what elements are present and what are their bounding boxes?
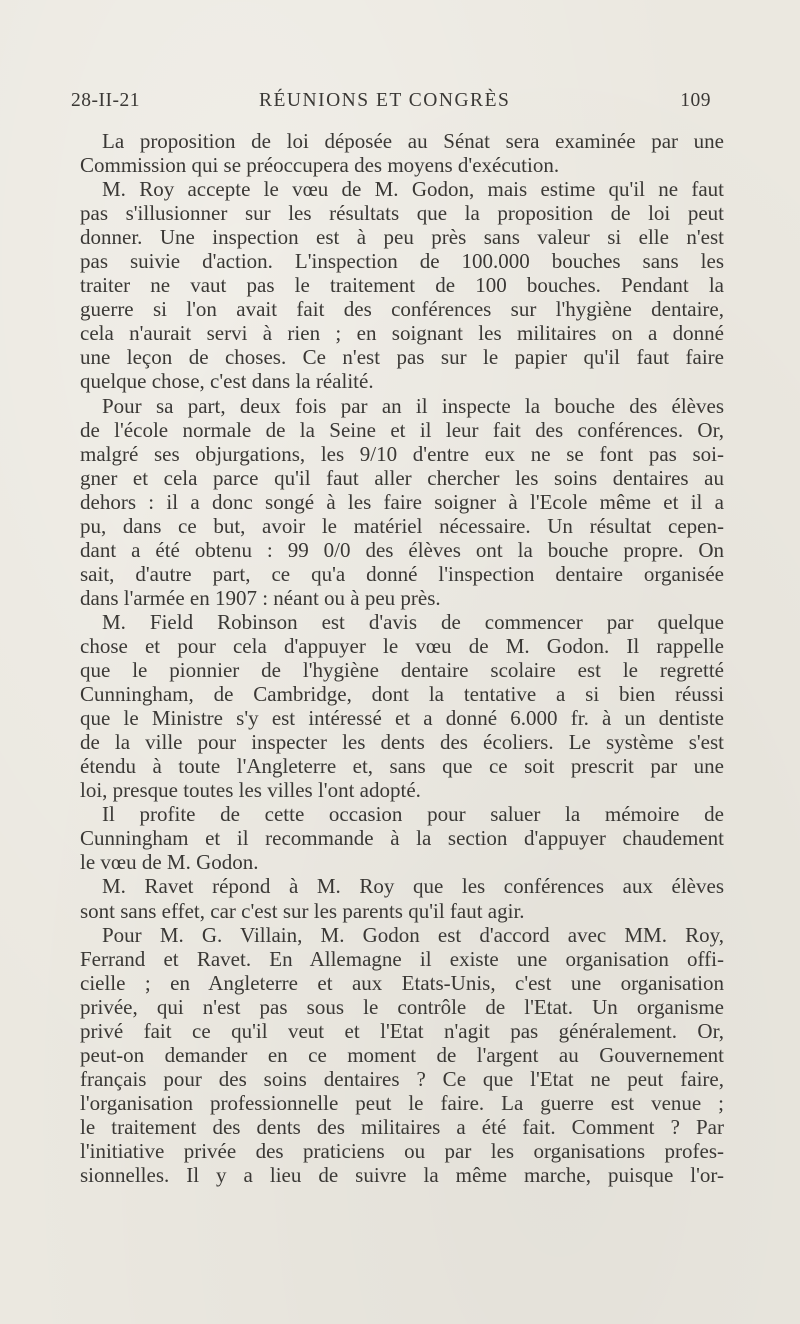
text-line: guerre si l'on avait fait des conférences sur l'hygiène dentaire, bbox=[80, 297, 724, 322]
text-line: sait, d'autre part, ce qu'a donné l'inspection dentaire organisée bbox=[80, 561, 724, 586]
text-line: quelque chose, c'est dans la réalité. bbox=[80, 369, 374, 394]
text-line: cela n'aurait servi à rien ; en soignant les militaires on a donné bbox=[80, 321, 724, 346]
text-line: dans l'armée en 1907 : néant ou à peu près. bbox=[80, 585, 441, 610]
text-line: privée, qui n'est pas sous le contrôle de l'Etat. Un organisme bbox=[80, 994, 724, 1019]
text-line: que le pionnier de l'hygiène dentaire scolaire est le regretté bbox=[80, 658, 724, 683]
body-text bbox=[80, 129, 724, 1187]
text-line: une leçon de choses. Ce n'est pas sur le papier qu'il faut faire bbox=[80, 345, 724, 370]
text-line: cielle ; en Angleterre et aux Etats-Unis, c'est une organisation bbox=[80, 970, 724, 995]
text-line: sionnelles. Il y a lieu de suivre la même marche, puisque l'or- bbox=[80, 1163, 724, 1188]
text-line: donner. Une inspection est à peu près sans valeur si elle n'est bbox=[80, 225, 724, 250]
text-line: Pour M. G. Villain, M. Godon est d'accord avec MM. Roy, bbox=[102, 922, 724, 947]
text-line: Ferrand et Ravet. En Allemagne il existe une organisation offi- bbox=[80, 946, 724, 971]
text-line: loi, presque toutes les villes l'ont adopté. bbox=[80, 778, 421, 803]
text-line: l'initiative privée des praticiens ou par les organisations profes- bbox=[80, 1138, 724, 1163]
text-line: malgré ses objurgations, les 9/10 d'entre eux ne se font pas soi- bbox=[80, 441, 724, 466]
text-line: le vœu de M. Godon. bbox=[80, 850, 259, 875]
text-line: Il profite de cette occasion pour saluer la mémoire de bbox=[102, 802, 724, 827]
text-line: dehors : il a donc songé à les faire soigner à l'Ecole même et il a bbox=[80, 489, 724, 514]
text-line: Cunningham, de Cambridge, dont la tentative a si bien réussi bbox=[80, 682, 724, 707]
text-line: de l'école normale de la Seine et il leur fait des conférences. Or, bbox=[80, 417, 724, 442]
text-line: de la ville pour inspecter les dents des écoliers. Le système s'est bbox=[80, 730, 724, 755]
text-line: que le Ministre s'y est intéressé et a donné 6.000 fr. à un dentiste bbox=[80, 706, 724, 731]
page-number: 109 bbox=[680, 90, 711, 111]
text-line: M. Field Robinson est d'avis de commencer par quelque bbox=[102, 609, 724, 634]
text-line: privé fait ce qu'il veut et l'Etat n'agit pas généralement. Or, bbox=[80, 1018, 724, 1043]
text-line: M. Ravet répond à M. Roy que les conférences aux élèves bbox=[102, 874, 724, 899]
text-line: étendu à toute l'Angleterre et, sans que ce soit prescrit par une bbox=[80, 754, 724, 779]
header-date: 28-II-21 bbox=[71, 90, 140, 111]
text-line: La proposition de loi déposée au Sénat sera examinée par une bbox=[102, 129, 724, 153]
text-line: M. Roy accepte le vœu de M. Godon, mais estime qu'il ne faut bbox=[102, 177, 724, 202]
running-head bbox=[71, 90, 711, 120]
text-line: chose et pour cela d'appuyer le vœu de M. Godon. Il rappelle bbox=[80, 633, 724, 658]
text-line: le traitement des dents des militaires a été fait. Comment ? Par bbox=[80, 1114, 724, 1139]
text-line: dant a été obtenu : 99 0/0 des élèves ont la bouche propre. On bbox=[80, 537, 724, 562]
text-line: pu, dans ce but, avoir le matériel nécessaire. Un résultat cepen- bbox=[80, 513, 724, 538]
text-line: traiter ne vaut pas le traitement de 100 bouches. Pendant la bbox=[80, 273, 724, 298]
text-line: l'organisation professionnelle peut le faire. La guerre est venue ; bbox=[80, 1090, 724, 1115]
text-line: peut-on demander en ce moment de l'argent au Gouvernement bbox=[80, 1042, 724, 1067]
text-line: pas suivie d'action. L'inspection de 100.000 bouches sans les bbox=[80, 249, 724, 274]
text-line: Commission qui se préoccupera des moyens d'exécution. bbox=[80, 153, 560, 178]
text-line: Pour sa part, deux fois par an il inspecte la bouche des élèves bbox=[102, 393, 724, 418]
header-title: RÉUNIONS ET CONGRÈS bbox=[259, 90, 511, 111]
text-line: Cunningham et il recommande à la section d'appuyer chaudement bbox=[80, 826, 724, 851]
text-line: sont sans effet, car c'est sur les parents qu'il faut agir. bbox=[80, 898, 525, 923]
text-line: pas s'illusionner sur les résultats que la proposition de loi peut bbox=[80, 201, 724, 226]
text-line: français pour des soins dentaires ? Ce que l'Etat ne peut faire, bbox=[80, 1066, 724, 1091]
text-line: gner et cela parce qu'il faut aller chercher les soins dentaires au bbox=[80, 465, 724, 490]
